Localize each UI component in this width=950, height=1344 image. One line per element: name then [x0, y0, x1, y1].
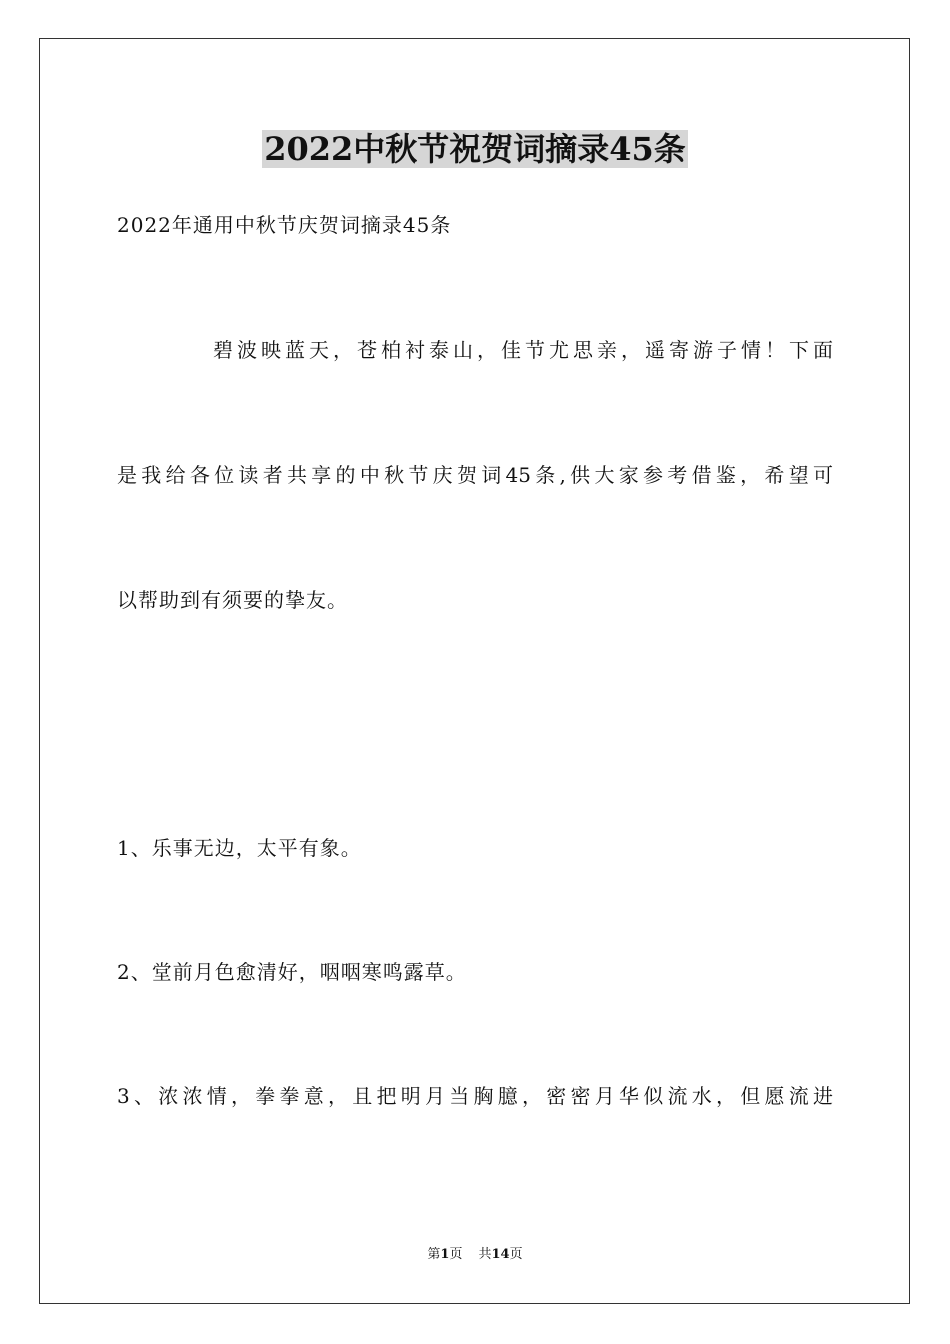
footer-total-prefix: 共 [478, 1247, 492, 1262]
intro-paragraph-line-1: 碧波映蓝天，苍柏衬泰山，佳节尤思亲，遥寄游子情！下面 [213, 338, 833, 362]
document-title [0, 128, 950, 170]
footer-page-number: 1 [440, 1247, 450, 1262]
document-subtitle: 2022年通用中秋节庆贺词摘录45条 [117, 213, 452, 237]
document-title-text: 2022中秋节祝贺词摘录45条 [264, 130, 686, 168]
list-item-3: 3、浓浓情，拳拳意，且把明月当胸臆，密密月华似流水，但愿流进 [117, 1084, 833, 1108]
footer-page-prefix: 第 [427, 1247, 441, 1262]
footer-page-suffix: 页 [449, 1247, 463, 1262]
page-footer [0, 1246, 950, 1264]
intro-paragraph-line-2: 是我给各位读者共享的中秋节庆贺词45条,供大家参考借鉴，希望可 [117, 463, 833, 487]
intro-paragraph-line-3: 以帮助到有须要的挚友。 [117, 588, 348, 612]
list-item-2: 2、堂前月色愈清好，咽咽寒鸣露草。 [117, 960, 467, 984]
list-item-1: 1、乐事无边，太平有象。 [117, 836, 362, 860]
footer-total-pages: 14 [491, 1247, 510, 1262]
footer-total-suffix: 页 [509, 1247, 523, 1262]
